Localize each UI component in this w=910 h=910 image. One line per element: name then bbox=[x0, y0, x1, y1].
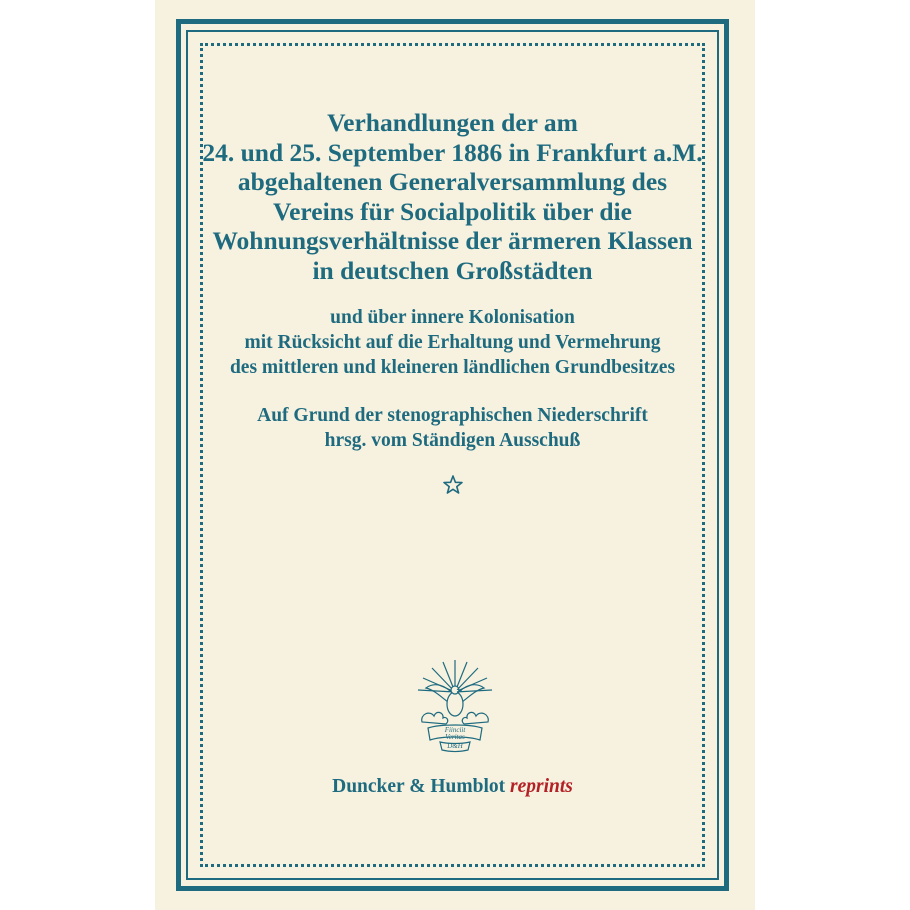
book-title bbox=[186, 108, 719, 285]
subtitle-line: mit Rücksicht auf die Erhaltung und Vermehrung bbox=[244, 332, 661, 353]
title-line: Verhandlungen der am bbox=[327, 108, 578, 137]
star-icon bbox=[443, 475, 463, 495]
editor-note bbox=[186, 403, 719, 453]
editor-line: hrsg. vom Ständigen Ausschuß bbox=[324, 430, 581, 451]
editor-line: Auf Grund der stenographischen Niederschrift bbox=[257, 405, 648, 426]
title-line: abgehaltenen Generalversammlung des bbox=[237, 167, 668, 196]
title-line: Wohnungsverhältnisse der ärmeren Klassen bbox=[212, 226, 693, 255]
publisher-series: reprints bbox=[510, 776, 573, 797]
subtitle-line: des mittleren und kleineren ländlichen Grundbesitzes bbox=[229, 357, 676, 378]
title-line: 24. und 25. September 1886 in Frankfurt a.M. bbox=[202, 137, 703, 167]
publisher-imprint bbox=[186, 776, 719, 798]
emblem-initials: D&H bbox=[447, 742, 463, 750]
publisher-eagle-emblem bbox=[410, 654, 500, 754]
emblem-motto-2: Veritas bbox=[445, 733, 465, 741]
title-line: Vereins für Socialpolitik über die bbox=[273, 196, 632, 226]
emblem-motto-1: Fiinciit bbox=[444, 726, 466, 734]
subtitle-line: und über innere Kolonisation bbox=[330, 307, 575, 328]
book-subtitle bbox=[186, 305, 719, 380]
publisher-name: Duncker & Humblot bbox=[332, 776, 506, 797]
title-line: in deutschen Großstädten bbox=[312, 255, 593, 285]
